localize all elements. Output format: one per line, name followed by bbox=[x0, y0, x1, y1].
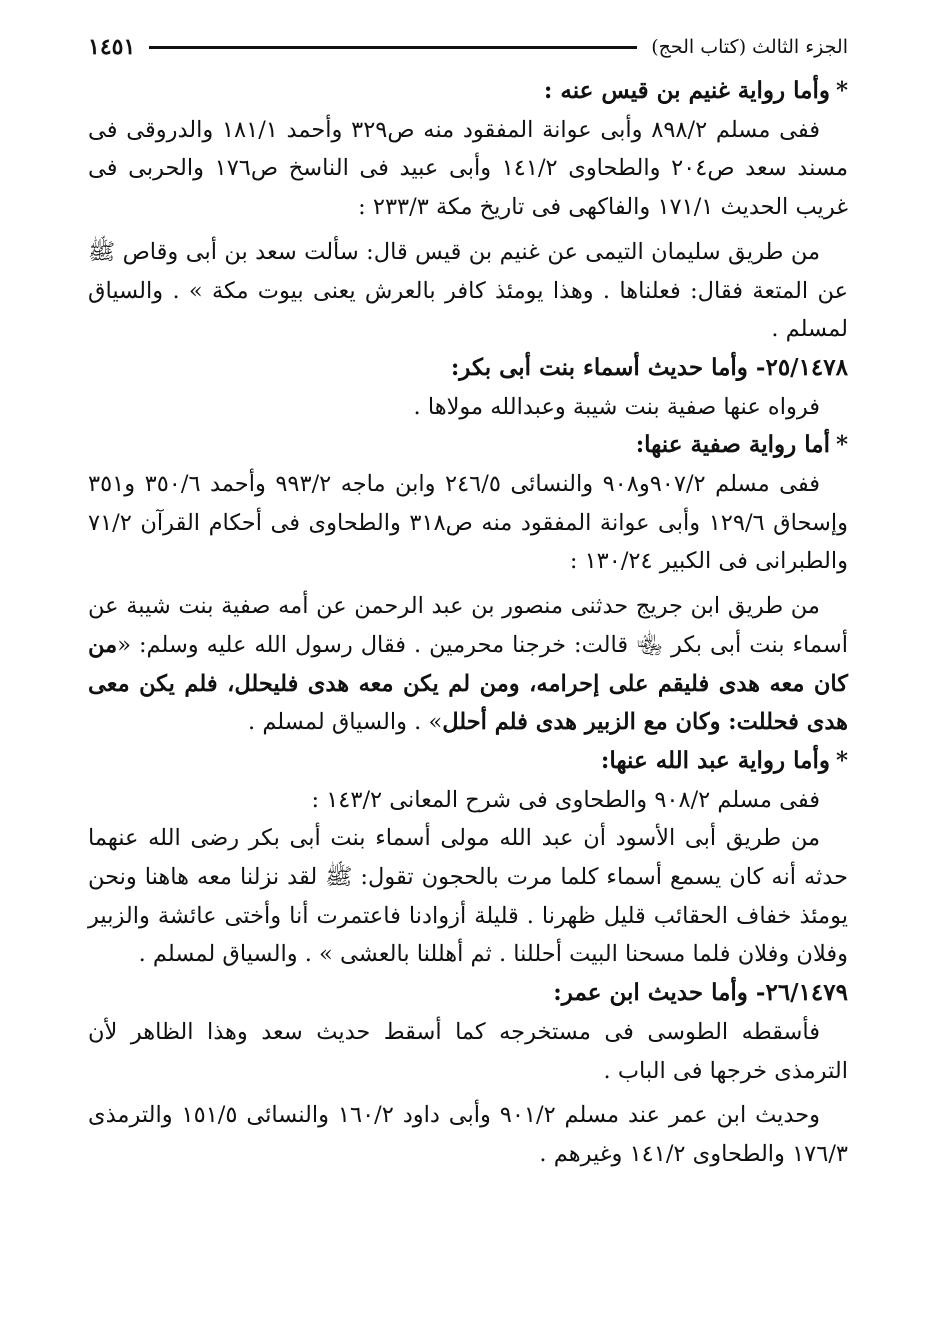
section-heading: ٢٥/١٤٧٨- وأما حديث أسماء بنت أبى بكر: bbox=[450, 353, 848, 381]
section-heading: *أما رواية صفية عنها: bbox=[635, 431, 848, 459]
hadith-paragraph: من طريق أبى الأسود أن عبد الله مولى أسماء بنت أبى بكر رضى الله عنهما حدثه أنه كان يسمع أسماء كلما مرت بالحجون تقول: ﷺ لقد نزلنا معه هاهنا ونحن يومئذ خفاف الحقائب قليل ظهرنا . قليلة أزوادنا فاعتمرت أنا وأختى عائشة والزبير وفلان وفلان فلما مسحنا البيت أحللنا . ثم أهللنا بالعشى » . والسياق لمسلم . bbox=[88, 825, 848, 968]
text-body bbox=[88, 72, 848, 1174]
text-paragraph: فأسقطه الطوسى فى مستخرجه كما أسقط حديث سعد وهذا الظاهر لأن الترمذى خرجها فى الباب . bbox=[88, 1018, 848, 1084]
hadith-paragraph: من طريق ابن جريج حدثنى منصور بن عبد الرحمن عن أمه صفية بنت شيبة عن أسماء بنت أبى بكر ﵄ قالت: خرجنا محرمين . فقال رسول الله عليه وسلم: «من كان معه هدى فليقم على إحرامه، ومن لم يكن معه هدى فليحلل، فلم يكن معى هدى فحللت: وكان مع الزبير هدى فلم أحلل» . والسياق لمسلم . bbox=[88, 593, 848, 736]
hadith-paragraph: من طريق سليمان التيمى عن غنيم بن قيس قال: سألت سعد بن أبى وقاص ﷺ عن المتعة فقال: فعلناها . وهذا يومئذ كافر بالعرش يعنى بيوت مكة » . والسياق لمسلم . bbox=[88, 238, 848, 343]
page-number: ١٤٥١ bbox=[88, 34, 136, 60]
star-icon: * bbox=[835, 746, 848, 774]
section-heading: *وأما رواية غنيم بن قيس عنه : bbox=[543, 77, 848, 104]
page-header bbox=[88, 30, 848, 64]
citation-paragraph: ففى مسلم ٩٠٧/٢و٩٠٨ والنسائى ٢٤٦/٥ وابن ماجه ٩٩٣/٢ وأحمد ٣٥٠/٦ و٣٥١ وإسحاق ١٢٩/٦ وأبى عوانة المفقود منه ص٣١٨ والطحاوى فى أحكام القرآن ٧١/٢ والطبرانى فى الكبير ١٣٠/٢٤ : bbox=[88, 471, 848, 575]
section-heading: *وأما رواية عبد الله عنها: bbox=[600, 746, 848, 774]
running-title: الجزء الثالث (كتاب الحج) bbox=[651, 36, 848, 58]
citation-paragraph: وحديث ابن عمر عند مسلم ٩٠١/٢ وأبى داود ١٦٠/٢ والنسائى ١٥١/٥ والترمذى ١٧٦/٣ والطحاوى ١٤١/٢ وغيرهم . bbox=[88, 1102, 848, 1167]
star-icon: * bbox=[835, 431, 848, 459]
text-paragraph: فرواه عنها صفية بنت شيبة وعبدالله مولاها . bbox=[413, 393, 820, 420]
header-rule bbox=[149, 46, 637, 49]
star-icon: * bbox=[835, 77, 848, 104]
citation-paragraph: ففى مسلم ٩٠٨/٢ والطحاوى فى شرح المعانى ١٤٣/٢ : bbox=[311, 786, 820, 813]
section-heading: ٢٦/١٤٧٩- وأما حديث ابن عمر: bbox=[553, 979, 848, 1007]
hadith-quote-bold: من كان معه هدى فليقم على إحرامه، ومن لم يكن معه هدى فليحلل، فلم يكن معى هدى فحللت: وكان مع الزبير هدى فلم أحلل bbox=[88, 631, 848, 736]
citation-paragraph: ففى مسلم ٨٩٨/٢ وأبى عوانة المفقود منه ص٣٢٩ وأحمد ١٨١/١ والدروقى فى مسند سعد ص٢٠٤ والطحاوى ١٤١/٢ وأبى عبيد فى الناسخ ص١٧٦ والحربى فى غريب الحديث ١٧١/١ والفاكهى فى تاريخ مكة ٢٣٣/٣ : bbox=[88, 116, 848, 221]
